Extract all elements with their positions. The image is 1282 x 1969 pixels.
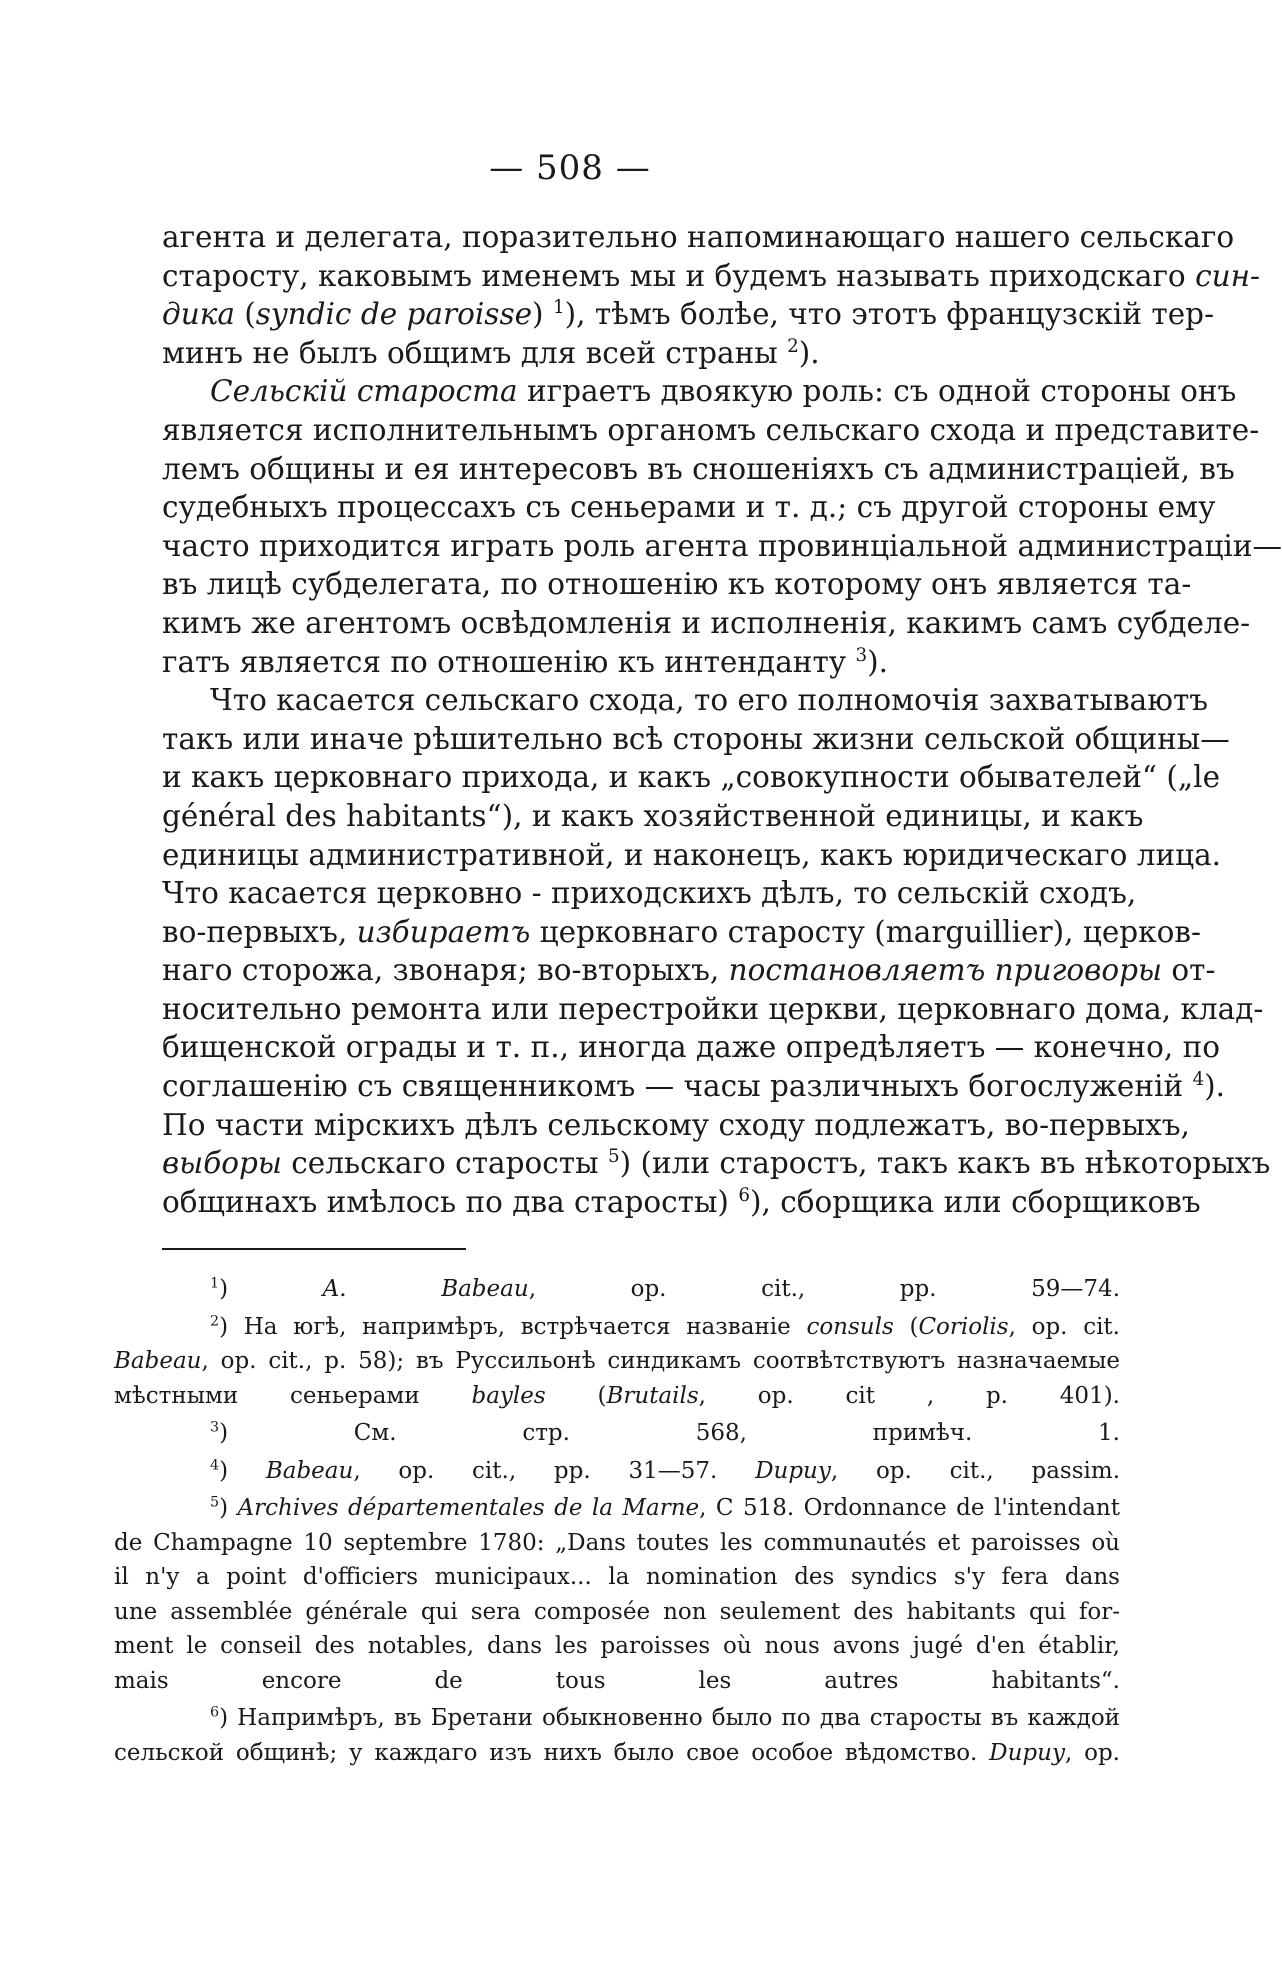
italic-run: постановляетъ приговоры	[728, 953, 1163, 988]
footnote-line	[162, 1491, 1120, 1526]
text-run: носительно ремонта или перестройки церкви, церковнаго дома, клад-	[162, 991, 1264, 1026]
footnote-line	[114, 1595, 1120, 1630]
text-run: )	[219, 1495, 238, 1521]
italic-run: Сельскій староста	[210, 374, 518, 409]
footnote-line	[114, 1379, 1120, 1414]
note-reference: 3	[210, 1419, 220, 1436]
note-reference: 1	[210, 1275, 220, 1292]
text-run: , op. cit , p. 401).	[698, 1382, 1120, 1409]
text-run: mais encore de tous les autres habitants“.	[114, 1667, 1120, 1694]
note-reference: 1	[552, 297, 565, 319]
note-reference: 3	[855, 644, 868, 666]
text-run: гатъ является по отношенію къ интенданту	[162, 644, 856, 679]
text-run: , op. cit.	[1008, 1313, 1120, 1340]
text-run: во-первыхъ,	[162, 914, 357, 949]
footnote-line	[162, 1272, 1120, 1307]
footnote-line	[162, 1454, 1120, 1489]
text-run: въ лицѣ субделегата, по отношенію къ которому онъ является та-	[162, 567, 1192, 602]
footnote-2	[114, 1310, 1120, 1414]
footnote-line	[162, 1701, 1120, 1736]
note-reference: 4	[210, 1456, 220, 1473]
text-run: ) Напримѣръ, въ Бретани обыкновенно было по два старосты въ каждой	[219, 1705, 1120, 1731]
footnote-line	[162, 1310, 1120, 1345]
note-reference: 5	[607, 1146, 620, 1168]
text-run: единицы административной, и наконецъ, какъ юридическаго лица.	[162, 837, 1222, 872]
footnote-line	[114, 1344, 1120, 1379]
text-line	[162, 295, 1215, 334]
italic-run: bayles	[471, 1382, 546, 1409]
page-number: — 508 —	[489, 148, 651, 188]
text-run: , C 518. Ordonnance de l'intendant	[699, 1495, 1120, 1521]
text-run: наго сторожа, звонаря; во-вторыхъ,	[162, 953, 729, 988]
text-run: лемъ общины и ея интересовъ въ сношеніяхъ съ администраціей, въ	[162, 451, 1235, 486]
text-line	[162, 913, 1201, 952]
text-line	[162, 411, 1260, 450]
text-run: мѣстными сеньерами	[114, 1382, 472, 1409]
footnote-line	[114, 1560, 1120, 1595]
text-run: il n'y a point d'officiers municipaux... la nomination des syndics s'y fera dans	[114, 1564, 1120, 1590]
text-line	[162, 797, 1144, 836]
footnote-6	[114, 1701, 1120, 1770]
text-run: является исполнительнымъ органомъ сельскаго схода и представите-	[162, 412, 1260, 447]
text-run: общинахъ имѣлось по два старосты)	[162, 1184, 739, 1219]
text-run: , op. cit., pp. 59—74.	[528, 1276, 1121, 1302]
text-line	[162, 836, 1222, 875]
text-run: , op. cit., passim.	[830, 1457, 1121, 1484]
text-run: кимъ же агентомъ освѣдомленія и исполненія, какимъ самъ субделе-	[162, 605, 1251, 640]
text-line	[162, 257, 1260, 296]
text-line	[162, 450, 1235, 489]
text-run: ) На югѣ, напримѣръ, встрѣчается названіе	[219, 1313, 807, 1340]
text-run: ) (или старостъ, такъ какъ въ нѣкоторыхъ	[619, 1146, 1271, 1181]
italic-run: син-	[1195, 258, 1260, 293]
text-line	[162, 565, 1192, 604]
footnote-line	[162, 1416, 1120, 1451]
text-line	[162, 604, 1251, 643]
footnote-line	[114, 1526, 1120, 1561]
italic-run: выборы	[162, 1146, 282, 1181]
italic-run: Brutails	[606, 1382, 699, 1409]
text-run: ), сборщика или сборщиковъ	[749, 1184, 1201, 1219]
italic-run: Dupuy	[989, 1739, 1065, 1766]
text-run: играетъ двоякую роль: съ одной стороны онъ	[517, 374, 1237, 409]
text-line	[162, 1183, 1201, 1222]
text-line	[162, 681, 1209, 720]
text-run: ), тѣмъ болѣе, что этотъ французскій тер-	[564, 297, 1215, 332]
text-line	[162, 1106, 1190, 1145]
footnote-1	[162, 1272, 1120, 1307]
text-run: сельскаго старосты	[281, 1146, 608, 1181]
text-run: ment le conseil des notables, dans les paroisses où nous avons jugé d'en établir,	[114, 1633, 1120, 1659]
italic-run: избираетъ	[356, 914, 531, 949]
italic-run: дика	[162, 297, 235, 332]
footnote-line	[114, 1664, 1120, 1699]
text-run: (	[893, 1313, 919, 1340]
text-run: , op.	[1064, 1739, 1120, 1766]
text-line	[162, 758, 1221, 797]
text-run: старосту, каковымъ именемъ мы и будемъ называть приходскаго	[162, 258, 1196, 293]
text-run: )	[219, 1276, 323, 1302]
text-run: ) См. стр. 568, примѣч. 1.	[219, 1420, 1120, 1446]
note-reference: 6	[210, 1704, 220, 1721]
text-run: такъ или иначе рѣшительно всѣ стороны жизни сельской общины—	[162, 721, 1230, 756]
note-reference: 6	[738, 1184, 750, 1206]
text-run: de Champagne 10 septembre 1780: „Dans toutes les communautés et paroisses où	[114, 1529, 1120, 1556]
text-run: от-	[1162, 953, 1216, 988]
text-line	[162, 1028, 1221, 1067]
note-reference: 2	[787, 335, 799, 357]
footnote-line	[114, 1629, 1120, 1664]
footnote-line	[114, 1736, 1120, 1771]
text-run: ).	[867, 644, 889, 679]
italic-run: syndic de paroisse	[255, 297, 533, 332]
footnotes	[114, 1272, 1121, 1773]
text-run: )	[219, 1457, 266, 1484]
text-run: минъ не былъ общимъ для всей страны	[162, 335, 788, 370]
text-run: , op. cit., pp. 31—57.	[353, 1457, 756, 1484]
text-run: По части мірскихъ дѣлъ сельскому сходу подлежатъ, во-первыхъ,	[162, 1107, 1190, 1142]
text-run: (	[545, 1382, 607, 1409]
text-run: сельской общинѣ; у каждаго изъ нихъ было свое особое вѣдомство.	[114, 1739, 990, 1766]
text-line	[162, 1067, 1226, 1106]
text-run: ).	[1204, 1069, 1226, 1104]
main-text	[162, 218, 1282, 1221]
text-line	[162, 1144, 1271, 1183]
text-run: судебныхъ процессахъ съ сеньерами и т. д.; съ другой стороны ему	[162, 490, 1216, 525]
footnote-3	[162, 1416, 1120, 1451]
italic-run: consuls	[806, 1313, 894, 1340]
footnote-4	[162, 1454, 1120, 1489]
text-run: une assemblée générale qui sera composée non seulement des habitants qui for-	[114, 1598, 1120, 1625]
note-reference: 5	[210, 1494, 220, 1511]
italic-run: Dupuy	[755, 1457, 831, 1484]
text-line	[162, 218, 1235, 257]
text-run: соглашенію съ священникомъ — часы различныхъ богослуженій	[162, 1069, 1193, 1104]
italic-run: A. Babeau	[322, 1276, 529, 1302]
text-run: церковнаго старосту (marguillier), церков-	[530, 914, 1201, 949]
text-run: )	[532, 297, 553, 332]
footnote-divider	[162, 1248, 466, 1250]
text-run: (	[234, 297, 256, 332]
text-run: и какъ церковнаго прихода, и какъ „совокупности обывателей“ („le	[162, 760, 1221, 795]
text-run: Что касается сельскаго схода, то его полномочія захватываютъ	[210, 683, 1209, 718]
italic-run: Archives départementales de la Marne	[237, 1495, 700, 1521]
text-run: Что касается церковно - приходскихъ дѣлъ, то сельскій сходъ,	[162, 876, 1137, 911]
text-line	[162, 990, 1264, 1029]
text-run: , op. cit., p. 58); въ Руссильонѣ синдикамъ соотвѣтствуютъ назначаемые	[201, 1348, 1120, 1374]
text-run: бищенской ограды и т. п., иногда даже опредѣляетъ — конечно, по	[162, 1030, 1221, 1065]
paragraph-continuation	[162, 218, 1260, 372]
text-line	[162, 334, 1120, 373]
text-line	[162, 488, 1216, 527]
text-line	[162, 527, 1282, 566]
italic-run: Coriolis	[918, 1313, 1009, 1340]
text-line	[162, 372, 1237, 411]
text-run: часто приходится играть роль агента провинціальной администраціи—	[162, 528, 1282, 563]
note-reference: 4	[1192, 1069, 1205, 1091]
text-run: général des habitants“), и какъ хозяйственной единицы, и какъ	[162, 798, 1144, 833]
text-line	[162, 643, 1120, 682]
text-line	[162, 874, 1137, 913]
text-run: ).	[798, 335, 820, 370]
text-line	[162, 951, 1216, 990]
note-reference: 2	[210, 1312, 220, 1329]
text-line	[162, 720, 1230, 759]
footnote-5	[114, 1491, 1120, 1698]
text-run: агента и делегата, поразительно напоминающаго нашего сельскаго	[162, 220, 1235, 254]
italic-run: Babeau	[265, 1457, 354, 1484]
paragraph-village-assembly	[162, 681, 1271, 1221]
italic-run: Babeau	[114, 1348, 202, 1374]
paragraph-village-elder	[162, 372, 1282, 681]
